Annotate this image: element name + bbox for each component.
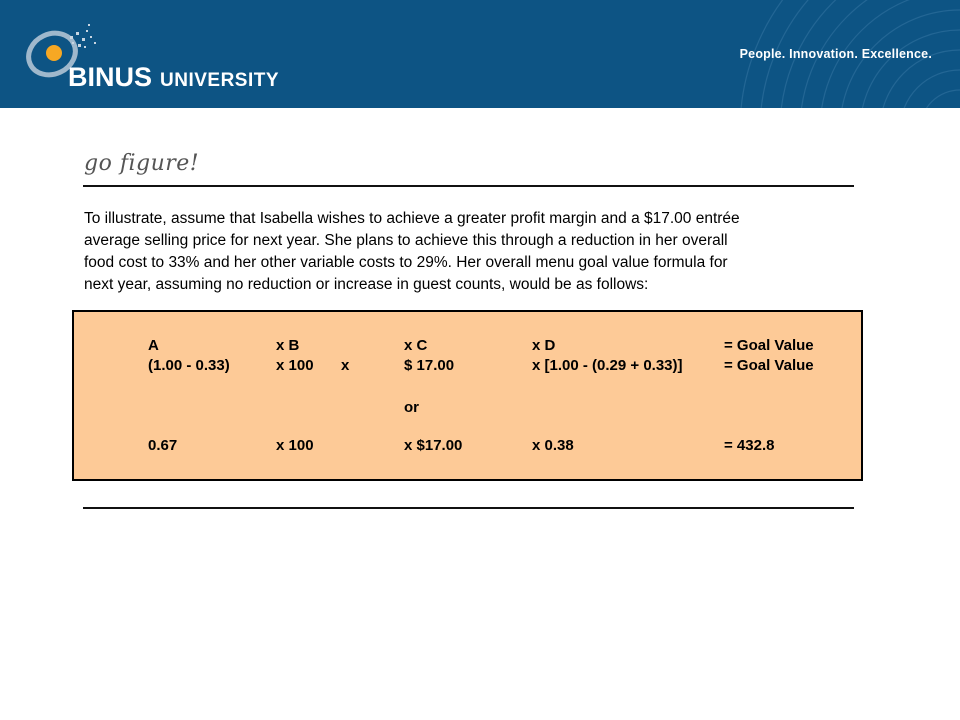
logo-wordmark: [68, 62, 279, 93]
formula-header-b: x B: [276, 337, 300, 354]
intro-paragraph: [84, 208, 854, 296]
intro-line: food cost to 33% and her other variable costs to 29%. Her overall menu goal value formula for: [84, 254, 728, 271]
logo-binus-text: BINUS: [68, 62, 153, 92]
formula-header-d: x D: [532, 337, 556, 354]
slide-title: go figure!: [84, 151, 200, 176]
formula-header-c: x C: [404, 337, 428, 354]
logo-university-text: UNIVERSITY: [160, 70, 280, 91]
header-banner: [0, 0, 960, 108]
formula-value-c: $ 17.00: [404, 357, 455, 374]
intro-line: next year, assuming no reduction or increase in guest counts, would be as follows:: [84, 276, 649, 293]
intro-line: To illustrate, assume that Isabella wishes to achieve a greater profit margin and a $17.00 entrée: [84, 210, 740, 227]
formula-value-d: x [1.00 - (0.29 + 0.33)]: [532, 357, 683, 374]
formula-value-b: x 100: [276, 357, 314, 374]
formula-or-label: or: [404, 399, 419, 416]
formula-calc-result: = 432.8: [724, 437, 775, 454]
formula-value-b-operator: x: [341, 357, 350, 374]
formula-header-a: A: [148, 337, 159, 354]
formula-value-a: (1.00 - 0.33): [148, 357, 230, 374]
formula-calc-b: x 100: [276, 437, 314, 454]
bottom-divider: [83, 507, 854, 509]
intro-line: average selling price for next year. She plans to achieve this through a reduction in her overall: [84, 232, 728, 249]
title-divider: [83, 185, 854, 187]
tagline: People. Innovation. Excellence.: [739, 47, 932, 61]
formula-box: [72, 310, 863, 481]
formula-header-result: = Goal Value: [724, 337, 814, 354]
formula-value-result: = Goal Value: [724, 357, 814, 374]
formula-calc-a: 0.67: [148, 437, 178, 454]
formula-calc-c: x $17.00: [404, 437, 463, 454]
formula-calc-d: x 0.38: [532, 437, 574, 454]
